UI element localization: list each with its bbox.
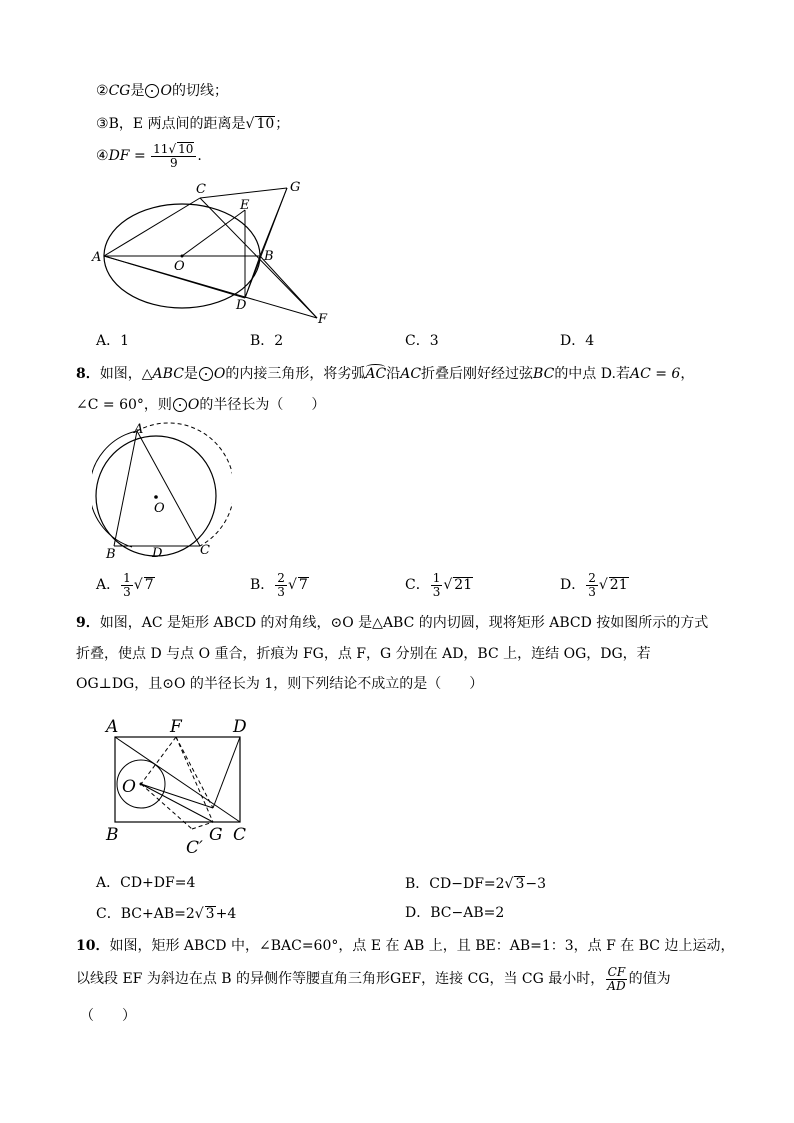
q9-line1: 9．如图，AC 是矩形 ABCD 的对角线，⊙O 是△ABC 的内切圆，现将矩形 ABCD 按如图所示的方式 [76,615,709,631]
q9-label-o: O [122,777,136,797]
q9-label-cprime: C′ [186,838,203,858]
q7-label-o: O [174,259,185,274]
q7-option-a[interactable]: A．1 [96,333,130,349]
q7-label-a: A [92,250,102,265]
q7-label-e: E [240,198,250,213]
q7-label-c: C [196,182,206,197]
q8-line1: 8．如图，△ABC是 O的内接三角形，将劣弧AC沿AC折叠后刚好经过弦BC的中点 D.若AC = 6， [76,366,695,382]
q10-fraction: $\frac{CF}{AD}$ [607,965,626,993]
q9-option-a[interactable]: A．CD+DF=4 [96,875,196,891]
q9-label-d: D [233,717,247,737]
q7-option-d[interactable]: D．4 [560,333,595,349]
q9-label-g: G [209,825,223,845]
q10-line2: 以线段 EF 为斜边在点 B 的异侧作等腰直角三角形GEF，连接 CG，当 CG 最小时， $\frac{CF}{AD}$ 的值为 [76,965,671,993]
q8-label-o: O [154,501,165,516]
q9-option-c[interactable]: C．BC+AB=2√ 3+4 [96,906,237,922]
q7-item2-marker: ② [96,83,109,99]
q8-label-d: D [152,546,163,560]
q7-option-c[interactable]: C．3 [405,333,439,349]
q9-label-b: B [106,825,119,845]
q9-figure [100,712,270,858]
q9-label-c: C [233,825,247,845]
q7-figure [90,178,340,328]
q10-line1: 10．如图，矩形 ABCD 中，∠BAC=60°，点 E 在 AB 上，且 BE：AB=1：3，点 F 在 BC 边上运动， [76,938,735,954]
q8-label-b: B [106,547,116,560]
circle-dot-icon [173,398,187,412]
q8-label-a: A [134,422,144,437]
q9-label-a: A [106,717,119,737]
q9-option-d[interactable]: D．BC−AB=2 [405,905,505,921]
q8-line2: ∠C = 60°，则 O的半径长为（ ） [76,397,326,413]
q7-df-fraction: $\frac{11√ 10}{9}$ [151,142,196,169]
q8-figure [92,420,232,560]
q8-label-c: C [200,543,210,558]
q7-label-b: B [264,249,274,264]
q8-option-b[interactable]: B． $\frac{2}{3}$ √ 7 [250,571,308,599]
q9-label-f: F [170,717,182,737]
q7-item2: ②CG是 O的切线； [96,83,228,99]
q8-option-c[interactable]: C． $\frac{1}{3}$ √ 21 [405,571,473,599]
q10-line3: （ ） [80,1008,136,1024]
q9-line3: OG⊥DG，且⊙O 的半径长为 1，则下列结论不成立的是（ ） [76,676,484,692]
q7-option-b[interactable]: B．2 [250,333,284,349]
q7-label-f: F [318,312,328,327]
q9-line2: 折叠，使点 D 与点 O 重合，折痕为 FG，点 F，G 分别在 AD，BC 上，连结 OG，DG，若 [76,646,651,662]
q8-option-a[interactable]: A． $\frac{1}{3}$ √ 7 [96,571,154,599]
q9-option-b[interactable]: B．CD−DF=2√ 3−3 [405,876,547,892]
q7-label-g: G [290,180,301,195]
q7-item3: ③B，E 两点间的距离是√ 10； [96,116,290,132]
q7-item4: ④ DF = $\frac{11√ 10}{9}$ . [96,142,202,170]
circle-dot-icon [145,84,159,98]
circle-dot-icon [199,367,213,381]
q7-label-d: D [236,298,247,313]
q8-option-d[interactable]: D． $\frac{2}{3}$ √ 21 [560,571,628,599]
